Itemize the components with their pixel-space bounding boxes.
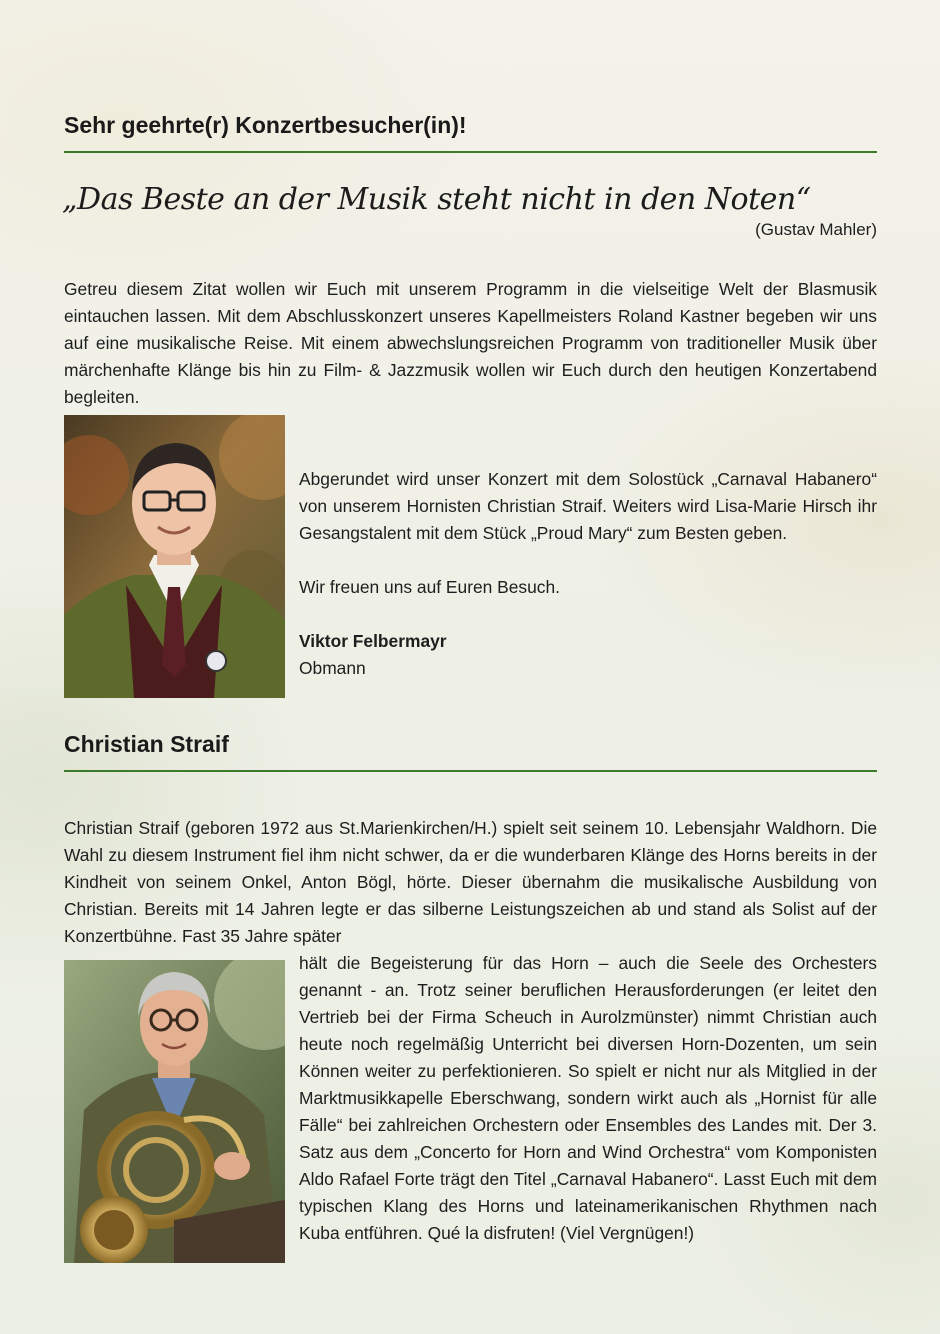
intro-paragraph-text: Getreu diesem Zitat wollen wir Euch mit unserem Programm in die vielseitige Welt der Blasmusik eintauchen lassen. Mit dem Abschlusskonzert unseres Kapellmeisters Roland Kastner begeben wir uns auf eine musikalische Reise. Mit einem abwechslungsreichen Programm von traditioneller Musik über märchenhafte Klänge bis hin zu Film- & Jazzmusik wollen wir Euch durch den heutigen Konzertabend begleiten. bbox=[64, 279, 877, 407]
signer-role: Obmann bbox=[299, 658, 366, 678]
soloist-bio-side bbox=[299, 950, 877, 1247]
soloist-divider bbox=[64, 770, 877, 772]
soloist-portrait-illustration bbox=[64, 960, 285, 1263]
chairman-portrait-illustration bbox=[64, 415, 285, 698]
closing-text bbox=[299, 466, 877, 682]
soloist-bio-side-text: hält die Begeisterung für das Horn – auch die Seele des Orchesters genannt - an. Trotz seiner beruflichen Herausforderungen (er leitet den Vertrieb bei der Firma Scheuch in Aurolzmünster) nimmt Christian auch heute noch regelmäßig Unterricht bei diversen Horn-Dozenten, um sein Können weiter zu perfektionieren. So spielt er nicht nur als Mitglied in der Marktmusikkapelle Eberschwang, sondern wirkt auch als „Hornist für alle Fälle“ bei zahlreichen Orchestern oder Ensembles des Landes mit. Der 3. Satz aus dem „Concerto for Horn and Wind Orchestra“ vom Komponisten Aldo Rafael Forte trägt den Titel „Carnaval Habanero“. Lasst Euch mit dem typischen Klang des Horns und lateinamerikanischen Rhythmen nach Kuba entführen. Qué la disfruten! (Viel Vergnügen!) bbox=[299, 953, 877, 1243]
chairman-photo bbox=[64, 415, 285, 698]
closing-farewell: Wir freuen uns auf Euren Besuch. bbox=[299, 577, 560, 597]
quote-author: (Gustav Mahler) bbox=[755, 220, 877, 239]
soloist-bio-top-text: Christian Straif (geboren 1972 aus St.Marienkirchen/H.) spielt seit seinem 10. Lebensjahr Waldhorn. Die Wahl zu diesem Instrument fiel ihm nicht schwer, da er die wunderbaren Klänge des Horns bereits in der Kindheit von seinem Onkel, Anton Bögl, hörte. Dieser übernahm die musikalische Ausbildung von Christian. Bereits mit 14 Jahren legte er das silberne Leistungszeichen ab und stand als Solist auf der Konzertbühne. Fast 35 Jahre später bbox=[64, 818, 877, 946]
page-title: Sehr geehrte(r) Konzertbesucher(in)! bbox=[64, 112, 467, 138]
closing-paragraph: Abgerundet wird unser Konzert mit dem Solostück „Carnaval Habanero“ von unserem Hornisten Christian Straif. Weiters wird Lisa-Marie Hirsch ihr Gesangstalent mit dem Stück „Proud Mary“ zum Besten geben. bbox=[299, 469, 877, 543]
intro-paragraph bbox=[64, 276, 877, 411]
title-divider bbox=[64, 151, 877, 153]
soloist-heading: Christian Straif bbox=[64, 731, 229, 757]
soloist-bio-top bbox=[64, 815, 877, 950]
signer-name: Viktor Felbermayr bbox=[299, 631, 447, 651]
soloist-photo bbox=[64, 960, 285, 1263]
quote-text: „Das Beste an der Musik steht nicht in den Noten“ bbox=[62, 182, 811, 217]
